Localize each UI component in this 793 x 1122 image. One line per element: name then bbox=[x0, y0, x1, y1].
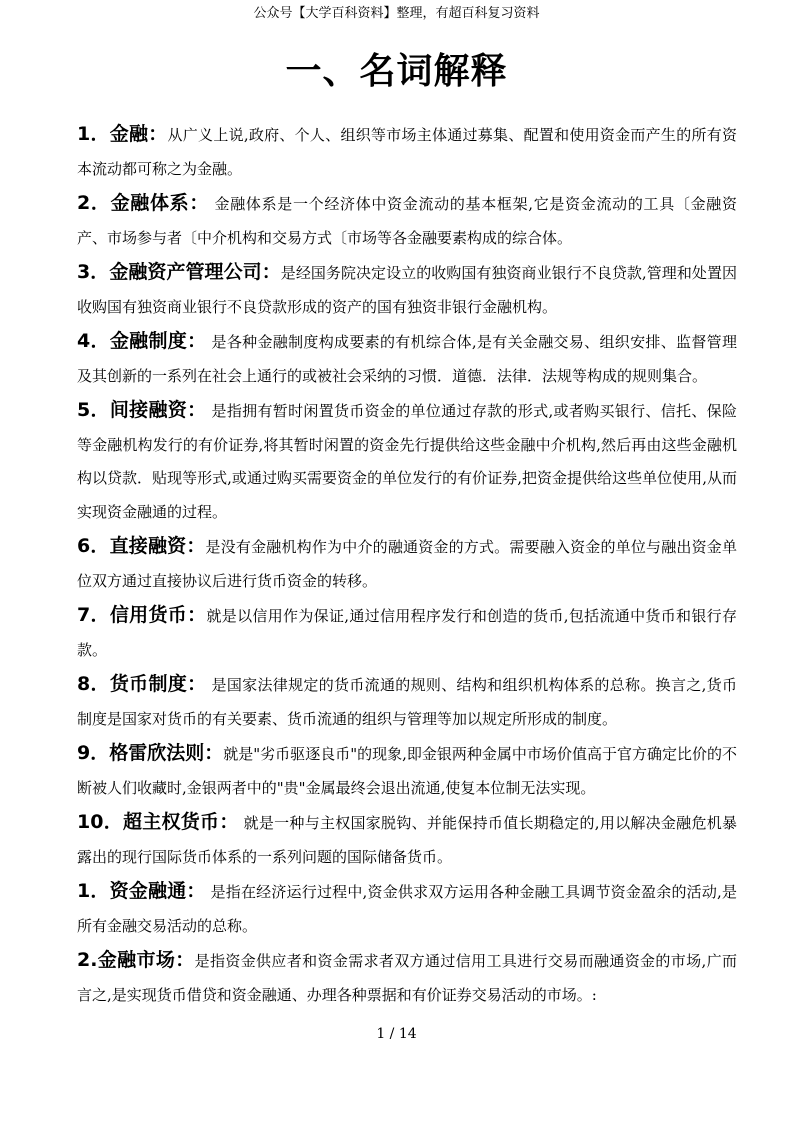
definition-term: 4．金融制度： bbox=[77, 330, 207, 352]
definition-term: 2．金融体系： bbox=[77, 192, 210, 214]
definition-entry bbox=[77, 118, 737, 186]
definition-term: 7．信用货币： bbox=[77, 604, 207, 626]
definition-text: 是经国务院决定设立的收购国有独资商业银行不良贷款,管理和处置因收购国有独资商业银行不良贷款形成的资产的国有独资非银行金融机构。 bbox=[77, 264, 737, 316]
definition-term: 9．格雷欣法则： bbox=[77, 742, 224, 764]
definition-entry bbox=[77, 875, 737, 943]
page-number: 1 / 14 bbox=[376, 1026, 417, 1042]
definition-term: 5．间接融资： bbox=[77, 399, 207, 421]
definition-text: 是各种金融制度构成要素的有机综合体,是有关金融交易、组织安排、监督管理及其创新的一系列在社会上通行的或被社会采纳的习惯．道德．法律．法规等构成的规则集合。 bbox=[77, 333, 737, 385]
definition-entry bbox=[77, 944, 737, 1012]
definition-text: 是指资金供应者和资金需求者双方通过信用工具进行交易而融通资金的市场,广而言之,是实现货币借贷和资金融通、办理各种票据和有价证券交易活动的市场。: bbox=[77, 952, 737, 1004]
definition-term: 1．资金融通： bbox=[77, 880, 206, 902]
definition-text: 是国家法律规定的货币流通的规则、结构和组织机构体系的总称。换言之,货币制度是国家对货币的有关要素、货币流通的组织与管理等加以规定所形成的制度。 bbox=[77, 676, 737, 728]
definition-entry bbox=[77, 806, 737, 874]
definition-entry bbox=[77, 737, 737, 805]
definition-text: 金融体系是一个经济体中资金流动的基本框架,它是资金流动的工具〔金融资产、市场参与者〔中介机构和交易方式〔市场等各金融要素构成的综合体。 bbox=[77, 195, 737, 247]
definition-text: 就是一种与主权国家脱钩、并能保持币值长期稳定的,用以解决金融危机暴露出的现行国际货币体系的一系列问题的国际储备货币。 bbox=[77, 814, 737, 866]
definition-term: 8．货币制度： bbox=[77, 673, 207, 695]
definition-entry bbox=[77, 394, 737, 529]
definition-text: 是指在经济运行过程中,资金供求双方运用各种金融工具调节资金盈余的活动,是所有金融交易活动的总称。 bbox=[77, 883, 737, 935]
definition-term: 2.金融市场： bbox=[77, 949, 195, 971]
definition-term: 3．金融资产管理公司： bbox=[77, 261, 281, 283]
definition-term: 10．超主权货币： bbox=[77, 811, 239, 833]
definitions-list bbox=[77, 118, 737, 1013]
definition-text: 就是"劣币驱逐良币"的现象,即金银两种金属中市场价值高于官方确定比价的不断被人们收藏时,金银两者中的"贵"金属最终会退出流通,使复本位制无法实现。 bbox=[77, 745, 737, 797]
definition-entry bbox=[77, 325, 737, 393]
section-title: 一、名词解释 bbox=[285, 51, 508, 92]
definition-entry bbox=[77, 530, 737, 598]
definition-entry bbox=[77, 668, 737, 736]
definition-text: 从广义上说,政府、个人、组织等市场主体通过募集、配置和使用资金而产生的所有资本流动都可称之为金融。 bbox=[77, 126, 737, 178]
definition-entry bbox=[77, 599, 737, 667]
definition-text: 就是以信用作为保证,通过信用程序发行和创造的货币,包括流通中货币和银行存款。 bbox=[77, 607, 737, 659]
page-header: 公众号【大学百科资料】整理，有超百科复习资料 bbox=[253, 6, 540, 21]
definition-entry bbox=[77, 256, 737, 324]
definition-text: 是没有金融机构作为中介的融通资金的方式。需要融入资金的单位与融出资金单位双方通过直接协议后进行货币资金的转移。 bbox=[77, 538, 737, 590]
definition-entry bbox=[77, 187, 737, 255]
definition-term: 6．直接融资： bbox=[77, 535, 206, 557]
definition-text: 是指拥有暂时闲置货币资金的单位通过存款的形式,或者购买银行、信托、保险等金融机构发行的有价证券,将其暂时闲置的资金先行提供给这些金融中介机构,然后再由这些金融机构以贷款．贴现等形式,或通过购买需要资金的单位发行的有价证券,把资金提供给这些单位使用,从而实现资金融通的过程。 bbox=[77, 402, 737, 521]
definition-term: 1．金融： bbox=[77, 123, 168, 145]
